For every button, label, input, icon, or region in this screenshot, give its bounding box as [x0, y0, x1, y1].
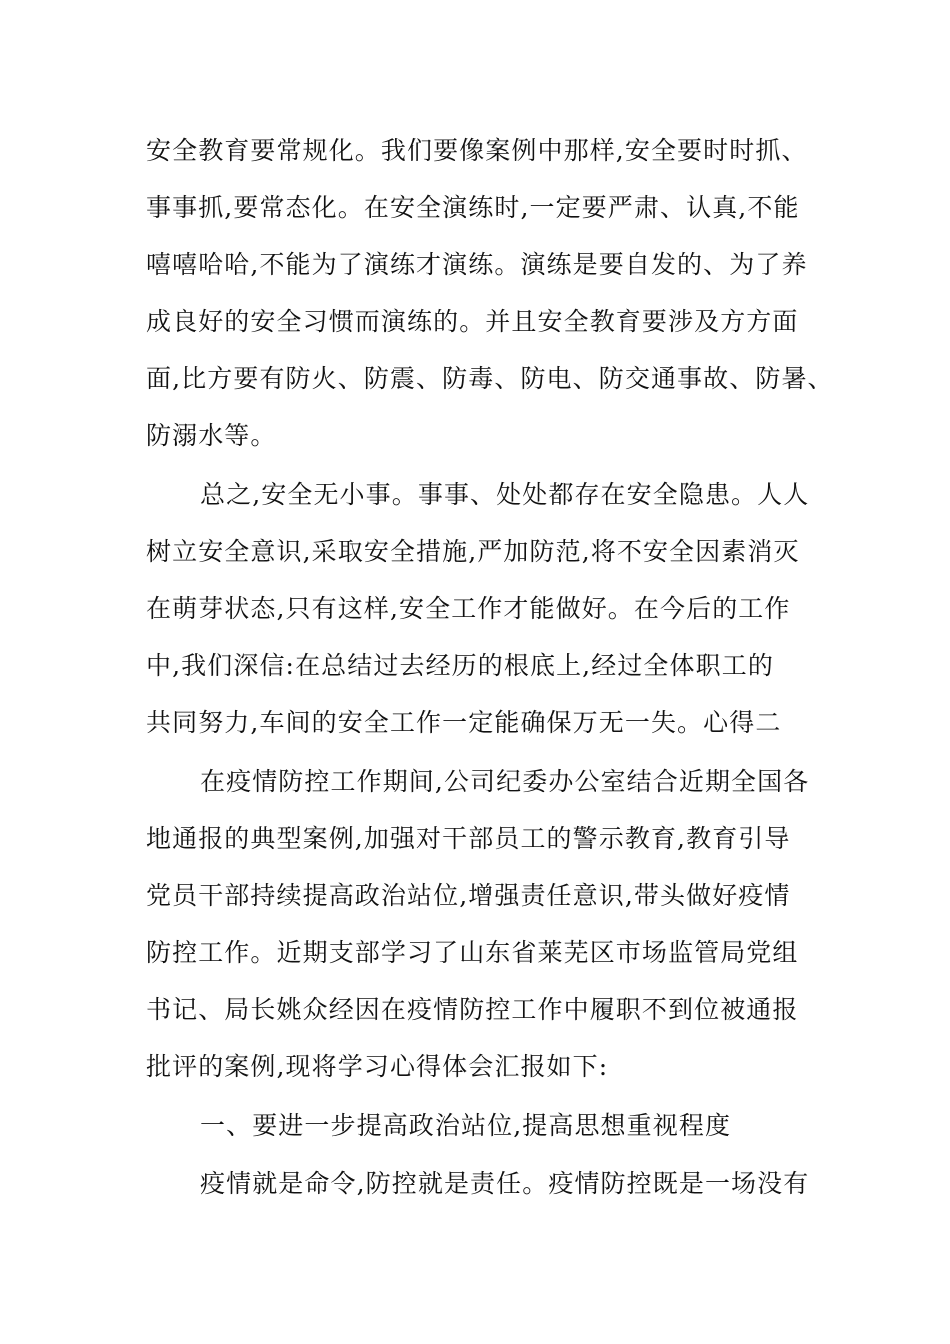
- text-line: 安全教育要常规化。我们要像案例中那样,安全要时时抓、: [146, 136, 808, 165]
- text-line: 事事抓,要常态化。在安全演练时,一定要严肃、认真,不能: [146, 193, 800, 222]
- text-line: 党员干部持续提高政治站位,增强责任意识,带头做好疫情: [146, 881, 791, 910]
- text-line: 树立安全意识,采取安全措施,严加防范,将不安全因素消灭: [146, 537, 800, 566]
- text-line: 中,我们深信:在总结过去经历的根底上,经过全体职工的: [146, 651, 774, 680]
- paragraph-start-line: 在疫情防控工作期间,公司纪委办公室结合近期全国各: [200, 767, 810, 796]
- text-line: 批评的案例,现将学习心得体会汇报如下:: [146, 1052, 609, 1081]
- text-line: 面,比方要有防火、防震、防毒、防电、防交通事故、防暑、: [146, 364, 834, 393]
- text-line: 成良好的安全习惯而演练的。并且安全教育要涉及方方面: [146, 307, 799, 336]
- text-line: 书记、局长姚众经因在疫情防控工作中履职不到位被通报: [146, 995, 799, 1024]
- paragraph-start-line: 疫情就是命令,防控就是责任。疫情防控既是一场没有: [200, 1169, 810, 1198]
- text-line: 防控工作。近期支部学习了山东省莱芜区市场监管局党组: [146, 938, 799, 967]
- section-heading: 一、要进一步提高政治站位,提高思想重视程度: [200, 1111, 732, 1140]
- text-line: 地通报的典型案例,加强对干部员工的警示教育,教育引导: [146, 824, 791, 853]
- paragraph-start-line: 总之,安全无小事。事事、处处都存在安全隐患。人人: [200, 480, 810, 509]
- text-line: 共同努力,车间的安全工作一定能确保万无一失。心得二: [146, 708, 782, 737]
- text-line: 在萌芽状态,只有这样,安全工作才能做好。在今后的工作: [146, 594, 791, 623]
- text-line: 嘻嘻哈哈,不能为了演练才演练。演练是要自发的、为了养: [146, 250, 808, 279]
- text-line: 防溺水等。: [146, 421, 277, 450]
